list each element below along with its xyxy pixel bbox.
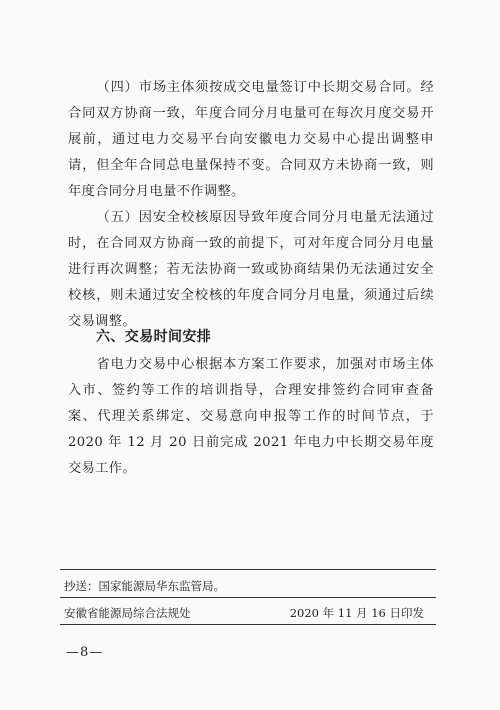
cc-line: 抄送：国家能源局华东监管局。 xyxy=(64,579,225,593)
issuer-line xyxy=(64,605,424,621)
footer-rule-middle xyxy=(60,597,436,598)
paragraph-item-5: （五）因安全校核原因导致年度合同分月电量无法通过时，在合同双方协商一致的前提下，可对年度合同分月电量进行再次调整；若无法协商一致或协商结果仍无法通过安全校核，则未通过安全校核的年度合同分月电量，须通过后续交易调整。 xyxy=(68,210,434,329)
section-body: 省电力交易中心根据本方案工作要求，加强对市场主体入市、签约等工作的培训指导，合理安排签约合同审查备案、代理关系绑定、交易意向申报等工作的时间节点，于 2020 年 12 月 20 日前完成 2021 年电力中长期交易年度交易工作。 xyxy=(68,357,434,476)
footer-rule-top xyxy=(60,569,436,570)
footer-rule-bottom xyxy=(60,624,436,625)
page-number: —8— xyxy=(66,645,104,660)
paragraph-item-4: （四）市场主体须按成交电量签订中长期交易合同。经合同双方协商一致，年度合同分月电量可在每次月度交易开展前，通过电力交易平台向安徽电力交易中心提出调整申请，但全年合同总电量保持不变。合同双方未协商一致，则年度合同分月电量不作调整。 xyxy=(68,80,434,199)
section-heading: 六、交易时间安排 xyxy=(96,329,212,345)
issue-date: 2020 年 11 月 16 日印发 xyxy=(289,606,424,620)
issuer-name: 安徽省能源局综合法规处 xyxy=(64,606,191,620)
